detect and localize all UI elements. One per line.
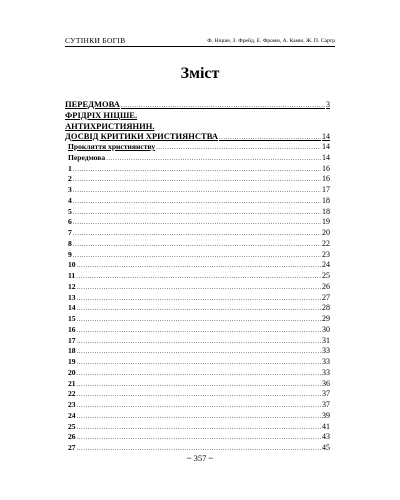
toc-entry-page: 33 bbox=[322, 367, 330, 377]
running-header-authors: Ф. Ніцше, З. Фрейд, Е. Фромм, А. Камю, Ж. П. Сартр bbox=[207, 38, 335, 44]
toc-entry-label: 4 bbox=[68, 195, 72, 205]
toc-entry-label: 17 bbox=[68, 335, 76, 345]
toc-entry-page: 28 bbox=[322, 303, 330, 313]
toc-entry[interactable] bbox=[65, 142, 330, 153]
toc-leader-dots bbox=[76, 272, 321, 282]
toc-leader-dots bbox=[77, 358, 321, 368]
toc-leader-dots bbox=[73, 218, 321, 228]
toc-entry[interactable] bbox=[65, 174, 330, 185]
toc-entry-page: 26 bbox=[322, 281, 330, 291]
toc-entry-label: 9 bbox=[68, 249, 72, 259]
toc-entry-label: Передмова bbox=[68, 152, 106, 162]
toc-entry-page: 43 bbox=[322, 432, 330, 442]
toc-leader-dots bbox=[77, 347, 321, 357]
toc-entry-page: 31 bbox=[322, 335, 330, 345]
toc-entry-page: 30 bbox=[322, 324, 330, 334]
toc-entry[interactable] bbox=[65, 164, 330, 175]
toc-entry-label: 27 bbox=[68, 443, 76, 452]
toc-entry[interactable] bbox=[65, 346, 330, 357]
toc-entry[interactable] bbox=[65, 99, 330, 110]
toc-leader-dots bbox=[77, 337, 321, 347]
toc-entry[interactable] bbox=[65, 432, 330, 443]
toc-entry[interactable] bbox=[65, 303, 330, 314]
toc-leader-dots bbox=[73, 251, 321, 261]
toc-leader-dots bbox=[77, 369, 321, 379]
toc-entry-page: 14 bbox=[322, 152, 330, 162]
toc-entry-page: 3 bbox=[326, 100, 330, 109]
toc-entry-page: 16 bbox=[322, 163, 330, 173]
toc-entry[interactable] bbox=[65, 121, 330, 132]
toc-entry-label: 7 bbox=[68, 228, 72, 237]
page-title: Зміст bbox=[180, 65, 220, 82]
toc-leader-dots bbox=[77, 401, 321, 411]
toc-entry-label: 6 bbox=[68, 217, 72, 227]
toc-entry[interactable] bbox=[65, 389, 330, 400]
toc-entry-page: 23 bbox=[322, 249, 330, 259]
toc-entry-page: 39 bbox=[322, 410, 330, 420]
toc-leader-dots bbox=[77, 423, 321, 433]
toc-entry-label: 20 bbox=[68, 367, 76, 377]
toc-entry[interactable] bbox=[65, 239, 330, 250]
toc-entry-label: 25 bbox=[68, 421, 76, 431]
toc-entry-label: ПЕРЕДМОВА bbox=[65, 99, 120, 109]
toc-entry[interactable] bbox=[65, 368, 330, 379]
toc-entry-page: 45 bbox=[322, 443, 330, 452]
toc-entry-page: 19 bbox=[322, 217, 330, 227]
running-header bbox=[65, 34, 335, 47]
toc-entry-page: 22 bbox=[322, 238, 330, 248]
toc-entry[interactable] bbox=[65, 325, 330, 336]
toc-entry-page: 29 bbox=[322, 314, 330, 323]
toc-entry[interactable] bbox=[65, 379, 330, 390]
toc-leader-dots bbox=[106, 154, 321, 164]
toc-entry-label: 1 bbox=[68, 163, 72, 173]
toc-entry-label: 2 bbox=[68, 174, 72, 184]
toc-entry-label: 10 bbox=[68, 260, 76, 270]
toc-leader-dots bbox=[77, 390, 321, 400]
toc-entry-page: 33 bbox=[322, 357, 330, 366]
toc-entry-label: 12 bbox=[68, 281, 76, 291]
page-number: ~ 357 ~ bbox=[186, 453, 214, 463]
toc-entry[interactable] bbox=[65, 314, 330, 325]
toc-entry-page: 14 bbox=[322, 142, 330, 151]
toc-entry[interactable] bbox=[65, 282, 330, 293]
toc-entry[interactable] bbox=[65, 110, 330, 121]
toc-entry-page: 24 bbox=[322, 260, 330, 270]
toc-entry-label: 22 bbox=[68, 389, 76, 399]
toc-entry-label: Прокляття християнству bbox=[68, 142, 156, 151]
toc-entry-label: 26 bbox=[68, 432, 76, 442]
running-header-book-title: СУТІНКИ БОГІВ bbox=[65, 36, 126, 45]
toc-entry-label: 15 bbox=[68, 314, 76, 323]
toc-entry-label: ДОСВІД КРИТИКИ ХРИСТИЯНСТВА bbox=[65, 131, 218, 142]
toc-entry[interactable] bbox=[65, 336, 330, 347]
toc-entry[interactable] bbox=[65, 185, 330, 196]
toc-entry[interactable] bbox=[65, 260, 330, 271]
toc-leader-dots bbox=[77, 304, 321, 314]
toc-leader-dots bbox=[77, 283, 321, 293]
toc-entry[interactable] bbox=[65, 293, 330, 304]
toc-entry-page: 20 bbox=[322, 228, 330, 237]
toc-entry[interactable] bbox=[65, 357, 330, 368]
toc-leader-dots bbox=[77, 433, 321, 443]
toc-entry-page: 18 bbox=[322, 206, 330, 216]
toc-leader-dots bbox=[77, 412, 321, 422]
toc-entry-page: 18 bbox=[322, 195, 330, 205]
toc-entry-label: АНТИХРИСТИЯНИН. bbox=[65, 120, 155, 131]
toc-leader-dots bbox=[73, 197, 321, 207]
toc-entry-label: 8 bbox=[68, 238, 72, 248]
toc-entry[interactable] bbox=[65, 131, 330, 142]
toc-entry-label: 5 bbox=[68, 206, 72, 216]
toc-leader-dots bbox=[77, 380, 321, 390]
toc-leader-dots bbox=[156, 143, 321, 153]
toc-entry-page: 17 bbox=[322, 185, 330, 194]
toc-leader-dots bbox=[73, 229, 321, 239]
toc-leader-dots bbox=[73, 186, 321, 196]
toc-leader-dots bbox=[77, 315, 321, 325]
toc-entry-label: 14 bbox=[68, 303, 76, 313]
toc-entry-page: 16 bbox=[322, 174, 330, 184]
toc-entry-label: 11 bbox=[68, 271, 76, 280]
toc-leader-dots bbox=[77, 261, 321, 271]
toc-entry-label: 21 bbox=[68, 378, 76, 388]
toc-entry-label: 3 bbox=[68, 185, 72, 194]
toc-entry-page: 14 bbox=[322, 132, 330, 142]
toc-entry[interactable] bbox=[65, 422, 330, 433]
toc-entry[interactable] bbox=[65, 400, 330, 411]
toc-entry-page: 25 bbox=[322, 271, 330, 280]
toc-leader-dots bbox=[73, 165, 321, 175]
toc-leader-dots bbox=[77, 326, 321, 336]
toc-entry[interactable] bbox=[65, 228, 330, 239]
toc-entry-label: 16 bbox=[68, 324, 76, 334]
toc-entry[interactable] bbox=[65, 153, 330, 164]
toc-entry-page: 37 bbox=[322, 400, 330, 409]
toc-entry-page: 41 bbox=[322, 421, 330, 431]
toc-entry[interactable] bbox=[65, 250, 330, 261]
toc-entry-label: 13 bbox=[68, 292, 76, 302]
toc-entry-page: 27 bbox=[322, 292, 330, 302]
toc-entry[interactable] bbox=[65, 217, 330, 228]
toc-entry-page: 36 bbox=[322, 378, 330, 388]
toc-entry-page: 33 bbox=[322, 346, 330, 356]
toc-entry[interactable] bbox=[65, 196, 330, 207]
toc-entry[interactable] bbox=[65, 411, 330, 422]
toc-leader-dots bbox=[73, 208, 321, 218]
toc-leader-dots bbox=[219, 133, 321, 143]
toc-entry[interactable] bbox=[65, 271, 330, 282]
toc-leader-dots bbox=[121, 101, 325, 111]
toc-leader-dots bbox=[77, 294, 321, 304]
table-of-contents bbox=[65, 99, 330, 454]
toc-entry[interactable] bbox=[65, 207, 330, 218]
toc-entry-label: 19 bbox=[68, 357, 76, 366]
toc-entry-page: 37 bbox=[322, 389, 330, 399]
toc-entry-label: 24 bbox=[68, 410, 76, 420]
toc-entry-label: 23 bbox=[68, 400, 76, 409]
toc-entry-label: ФРІДРІХ НІЦШЕ. bbox=[65, 109, 138, 120]
toc-leader-dots bbox=[73, 240, 321, 250]
toc-leader-dots bbox=[73, 175, 321, 185]
toc-entry-label: 18 bbox=[68, 346, 76, 356]
